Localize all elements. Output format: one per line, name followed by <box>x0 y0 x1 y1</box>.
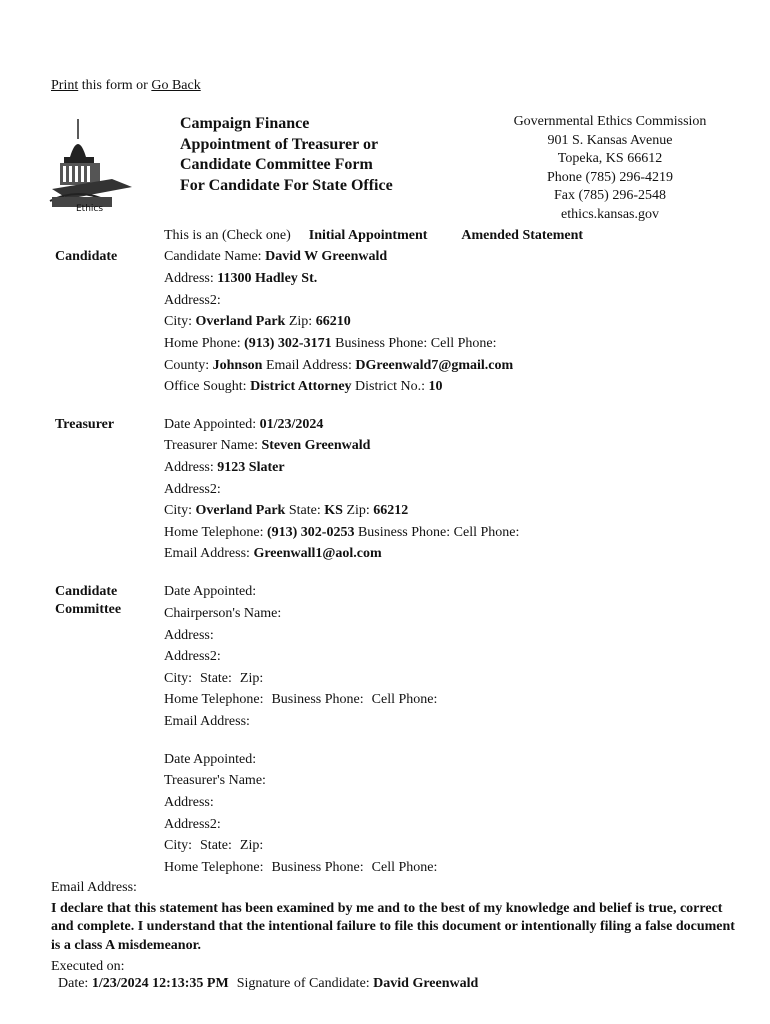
treasurer-name-label: Treasurer Name: <box>164 438 258 453</box>
committee-city-row <box>164 670 263 688</box>
agency-street: 901 S. Kansas Avenue <box>547 132 673 148</box>
treasurer-city-row <box>164 502 408 520</box>
candidate-office-label: Office Sought: <box>164 379 247 394</box>
treasurer-address2-row <box>164 481 221 499</box>
treasurer-state-label: State: <box>288 503 321 518</box>
svg-text:Ethics: Ethics <box>76 204 104 213</box>
treasurer-state-value: KS <box>324 503 343 518</box>
committee-treasurer-zip-label: Zip: <box>239 838 264 853</box>
treasurer-zip-value: 66212 <box>373 503 409 518</box>
candidate-business-phone-label: Business Phone: <box>335 336 428 351</box>
go-back-link[interactable]: Go Back <box>151 78 201 93</box>
candidate-section-label: Candidate <box>55 249 118 264</box>
treasurer-name-row <box>164 437 370 455</box>
treasurer-email-label: Email Address: <box>164 546 250 561</box>
form-title-line: Campaign Finance <box>180 115 310 132</box>
candidate-email-label: Email Address: <box>265 358 352 373</box>
signature-value: David Greenwald <box>373 976 479 991</box>
treasurer-date-row <box>164 416 323 434</box>
candidate-zip-label: Zip: <box>288 314 313 329</box>
treasurer-cell-phone-label: Cell Phone: <box>453 525 520 540</box>
initial-appointment-option: Initial Appointment <box>308 228 428 243</box>
treasurer-email-row <box>164 545 382 563</box>
treasurer-address2-label: Address2: <box>164 482 221 497</box>
committee-zip-label: Zip: <box>239 671 264 686</box>
form-title-line: For Candidate For State Office <box>180 176 393 194</box>
candidate-city-row <box>164 313 351 331</box>
print-link[interactable]: Print <box>51 78 79 93</box>
candidate-county-value: Johnson <box>212 358 263 373</box>
treasurer-address-value: 9123 Slater <box>217 460 285 475</box>
nav-separator-text: this form or <box>78 78 152 93</box>
committee-state-label: State: <box>200 671 232 686</box>
agency-phone: Phone (785) 296-4219 <box>547 169 673 185</box>
committee-section-line: Candidate <box>55 584 118 599</box>
committee-treasurer-address2-label: Address2: <box>164 817 221 832</box>
candidate-name-value: David W Greenwald <box>265 249 388 264</box>
declaration-text: I declare that this statement has been examined by me and to the best of my knowledge and belief is true, correct and complete. I understand that the intentional failure to file this document or intentionally filing a false document is a class A misdemeanor. <box>51 901 735 953</box>
treasurer-home-phone-label: Home Telephone: <box>164 525 264 540</box>
treasurer-date-label: Date Appointed: <box>164 417 257 432</box>
amended-statement-option: Amended Statement <box>461 228 584 243</box>
treasurer-city-value: Overland Park <box>195 503 286 518</box>
treasurer-email-value: Greenwall1@aol.com <box>253 546 382 561</box>
candidate-zip-value: 66210 <box>315 314 351 329</box>
form-title <box>180 114 393 196</box>
treasurer-address-row <box>164 459 285 477</box>
committee-address2-label: Address2: <box>164 649 221 664</box>
committee-treasurer-cell-phone-label: Cell Phone: <box>371 860 438 875</box>
candidate-phone-row <box>164 335 497 353</box>
execution-date-value: 1/23/2024 12:13:35 PM <box>91 976 229 991</box>
committee-treasurer-name-label: Treasurer's Name: <box>164 773 266 788</box>
candidate-address-row <box>164 270 317 288</box>
candidate-city-value: Overland Park <box>195 314 286 329</box>
treasurer-city-label: City: <box>164 503 193 518</box>
candidate-email-value: DGreenwald7@gmail.com <box>355 358 514 373</box>
candidate-name-label: Candidate Name: <box>164 249 262 264</box>
committee-treasurer-phone-row <box>164 859 437 877</box>
candidate-district-value: 10 <box>428 379 443 394</box>
committee-treasurer-date-label: Date Appointed: <box>164 752 257 767</box>
treasurer-business-phone-label: Business Phone: <box>357 525 451 540</box>
committee-treasurer-business-phone-label: Business Phone: <box>271 860 364 875</box>
agency-website: ethics.kansas.gov <box>561 206 659 222</box>
committee-email-label: Email Address: <box>164 714 250 729</box>
committee-treasurer-state-label: State: <box>200 838 232 853</box>
committee-business-phone-label: Business Phone: <box>271 692 364 707</box>
committee-home-phone-label: Home Telephone: <box>164 692 264 707</box>
treasurer-address-label: Address: <box>164 460 214 475</box>
execution-row <box>58 975 478 993</box>
state-capitol-seal-icon <box>48 117 134 213</box>
agency-name: Governmental Ethics Commission <box>513 114 707 129</box>
nav-line <box>51 78 201 94</box>
committee-treasurer-address-label: Address: <box>164 795 214 810</box>
candidate-district-label: District No.: <box>355 379 426 394</box>
candidate-county-label: County: <box>164 358 210 373</box>
candidate-city-label: City: <box>164 314 193 329</box>
executed-on-label: Executed on: <box>51 959 125 974</box>
candidate-address2-row <box>164 292 221 310</box>
execution-date-label: Date: <box>58 976 89 991</box>
candidate-cell-phone-label: Cell Phone: <box>430 336 497 351</box>
treasurer-zip-label: Zip: <box>346 503 370 518</box>
treasurer-name-value: Steven Greenwald <box>261 438 371 453</box>
candidate-address-label: Address: <box>164 271 214 286</box>
agency-city: Topeka, KS 66612 <box>557 151 663 166</box>
agency-fax: Fax (785) 296-2548 <box>554 188 666 203</box>
candidate-address-value: 11300 Hadley St. <box>217 271 318 286</box>
committee-section-line: Committee <box>55 602 122 617</box>
candidate-home-phone-label: Home Phone: <box>164 336 241 351</box>
committee-chair-label: Chairperson's Name: <box>164 606 282 621</box>
committee-section-label <box>55 583 121 619</box>
committee-address-label: Address: <box>164 628 214 643</box>
committee-city-label: City: <box>164 671 193 686</box>
committee-cell-phone-label: Cell Phone: <box>371 692 438 707</box>
signature-label: Signature of Candidate: <box>236 976 370 991</box>
candidate-home-phone-value: (913) 302-3171 <box>244 336 332 351</box>
candidate-address2-label: Address2: <box>164 293 221 308</box>
committee-treasurer-email-label: Email Address: <box>51 880 137 895</box>
form-title-line: Appointment of Treasurer or <box>180 135 379 153</box>
treasurer-phone-row <box>164 524 519 542</box>
candidate-name-row <box>164 248 387 266</box>
agency-address-block <box>490 113 730 224</box>
treasurer-date-value: 01/23/2024 <box>259 417 324 432</box>
committee-date-label: Date Appointed: <box>164 584 257 599</box>
committee-treasurer-city-row <box>164 837 263 855</box>
committee-treasurer-city-label: City: <box>164 838 193 853</box>
treasurer-home-phone-value: (913) 302-0253 <box>266 525 355 540</box>
form-title-line: Candidate Committee Form <box>180 156 373 173</box>
check-one-row <box>164 227 583 245</box>
committee-treasurer-home-phone-label: Home Telephone: <box>164 860 264 875</box>
treasurer-section-label: Treasurer <box>55 417 115 432</box>
committee-phone-row <box>164 691 437 709</box>
candidate-county-row <box>164 357 513 375</box>
check-one-label: This is an (Check one) <box>164 228 291 243</box>
candidate-office-value: District Attorney <box>250 379 352 394</box>
candidate-office-row <box>164 378 443 396</box>
